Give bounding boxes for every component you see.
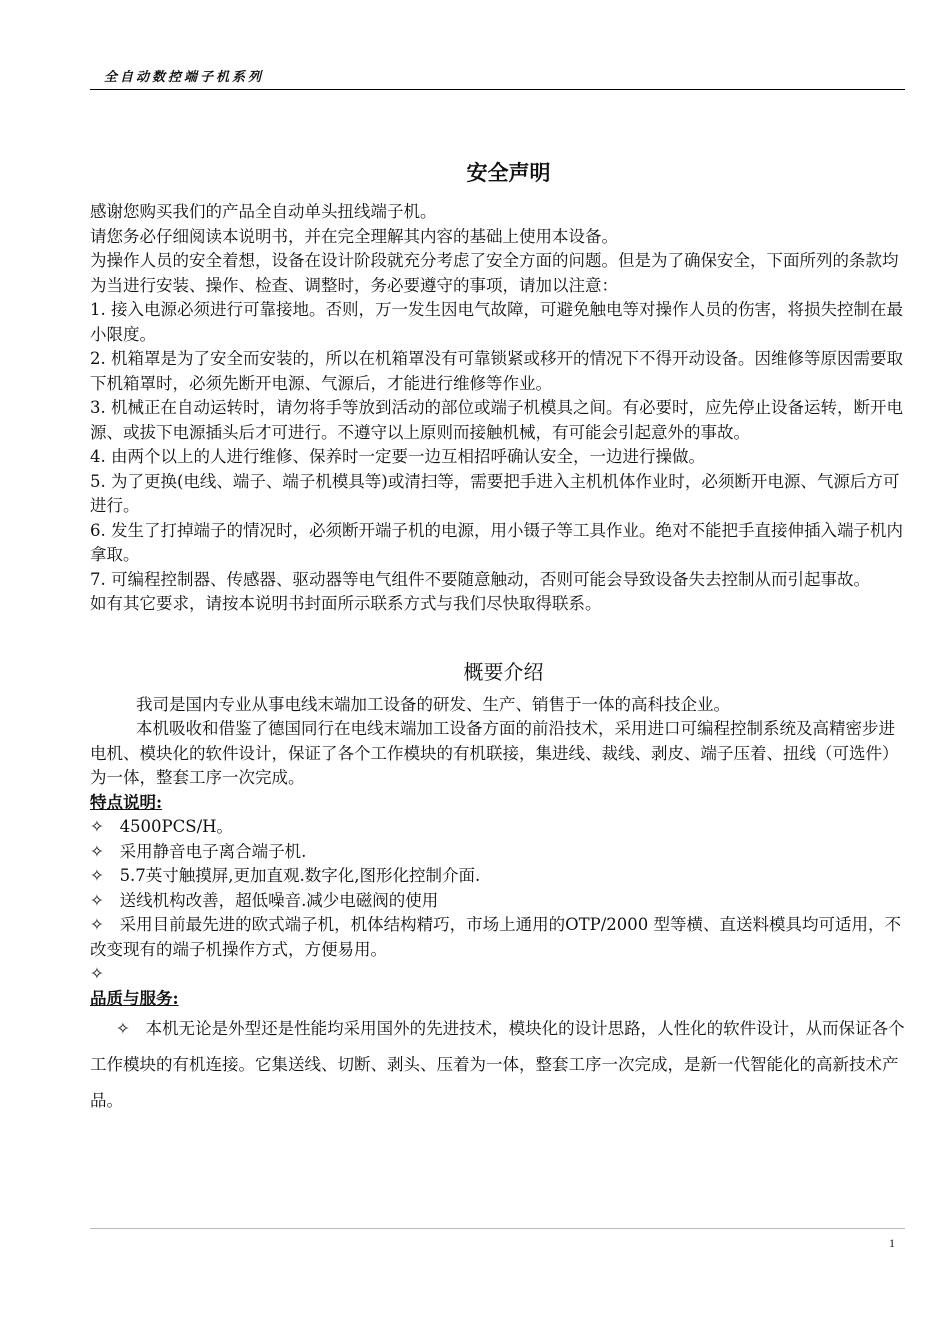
safety-item-4: 4. 由两个以上的人进行维修、保养时一定要一边互相招呼确认安全，一边进行操做。: [90, 447, 705, 466]
diamond-bullet-icon: ✧: [90, 841, 104, 861]
safety-section: [90, 200, 907, 617]
features-heading: 特点说明:: [90, 792, 163, 812]
overview-paragraph: 本机吸收和借鉴了德国同行在电线末端加工设备方面的前沿技术，采用进口可编程控制系统及高精密步进电机、模块化的软件设计，保证了各个工作模块的有机联接，集进线、裁线、剥皮、端子压着、扭线（可选件）为一体，整套工序一次完成。: [90, 719, 899, 787]
safety-item-1: 1. 接入电源必须进行可靠接地。否则，万一发生因电气故障，可避免触电等对操作人员的伤害，将损失控制在最小限度。: [90, 300, 903, 344]
overview-paragraph: 我司是国内专业从事电线末端加工设备的研发、生产、销售于一体的高科技企业。: [136, 694, 730, 714]
diamond-bullet-icon: ✧: [90, 890, 104, 910]
safety-item-7: 7. 可编程控制器、传感器、驱动器等电气组件不要随意触动，否则可能会导致设备失去控制从而引起事故。: [90, 569, 870, 589]
quality-heading: 品质与服务:: [90, 988, 179, 1008]
page-number: 1: [889, 1236, 895, 1250]
diamond-bullet-icon: ✧: [90, 964, 104, 983]
safety-item-2: 2. 机箱罩是为了安全而安装的，所以在机箱罩没有可靠锁紧或移开的情况下不得开动设备。因维修等原因需要取下机箱罩时，必须先断开电源、气源后，才能进行维修等作业。: [90, 349, 903, 393]
safety-line: 为操作人员的安全着想，设备在设计阶段就充分考虑了安全方面的问题。但是为了确保安全，下面所列的条款均为当进行安装、操作、检查、调整时，务必要遵守的事项，请加以注意：: [90, 251, 899, 295]
feature-item: ✧ 4500PCS/H。: [90, 817, 234, 836]
diamond-bullet-icon: ✧: [90, 915, 104, 934]
diamond-bullet-icon: ✧: [90, 817, 104, 836]
header-divider: [90, 89, 905, 90]
overview-section: [90, 693, 907, 791]
overview-title: 概要介绍: [463, 659, 544, 684]
quality-paragraph: ✧ 本机无论是外型还是性能均采用国外的先进技术，模块化的设计思路，人性化的软件设计，从而保证各个工作模块的有机连接。它集送线、切断、剥头、压着为一体，整套工序一次完成，是新一代智能化的高新技术产品。: [90, 1019, 905, 1110]
header-title: 全自动数控端子机系列: [104, 70, 265, 85]
features-list: [90, 815, 907, 987]
diamond-bullet-icon: ✧: [90, 866, 104, 885]
safety-item-6: 6. 发生了打掉端子的情况时，必须断开端子机的电源，用小镊子等工具作业。绝对不能把手直接伸插入端子机内拿取。: [90, 520, 903, 564]
safety-line: 感谢您购买我们的产品全自动单头扭线端子机。: [90, 202, 437, 221]
document-body: [90, 158, 907, 1119]
safety-line: 请您务必仔细阅读本说明书，并在完全理解其内容的基础上使用本设备。: [90, 226, 618, 246]
footer-divider: [90, 1228, 905, 1229]
feature-item: ✧ 采用目前最先进的欧式端子机，机体结构精巧，市场上通用的OTP/2000 型等横、直送料模具均可适用，不改变现有的端子机操作方式，方便易用。: [90, 915, 901, 959]
feature-item: ✧ 送线机构改善，超低噪音.减少电磁阀的使用: [90, 890, 439, 910]
feature-item: ✧ 采用静音电子离合端子机.: [90, 841, 307, 861]
safety-item-3: 3. 机械正在自动运转时，请勿将手等放到活动的部位或端子机模具之间。有必要时，应先停止设备运转，断开电源、或拔下电源插头后才可进行。不遵守以上原则而接触机械，有可能会引起意外的事故。: [90, 398, 903, 442]
safety-item-5: 5. 为了更换(电线、端子、端子机模具等)或清扫等，需要把手进入主机机体作业时，必须断开电源、气源后方可进行。: [90, 471, 900, 515]
safety-closing: 如有其它要求，请按本说明书封面所示联系方式与我们尽快取得联系。: [90, 594, 602, 613]
safety-title: 安全声明: [466, 160, 551, 185]
diamond-bullet-icon: ✧: [116, 1019, 130, 1038]
feature-item-empty: [90, 962, 907, 987]
quality-section: [90, 1011, 907, 1119]
feature-item: ✧ 5.7英寸触摸屏,更加直观.数字化,图形化控制介面.: [90, 866, 481, 885]
